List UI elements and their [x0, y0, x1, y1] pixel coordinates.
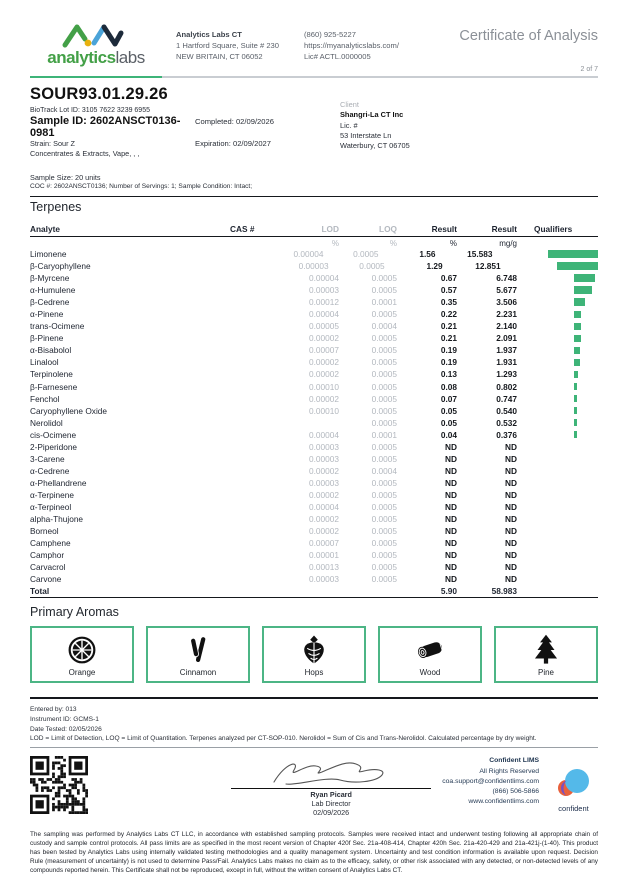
analyte-cell: Terpinolene — [30, 369, 73, 380]
result-pct-cell: ND — [445, 562, 457, 573]
table-row — [30, 501, 598, 513]
loq-cell: 0.0005 — [371, 417, 397, 428]
loq-cell: 0.0005 — [371, 357, 397, 368]
aroma-card-cinnamon — [146, 626, 250, 683]
document-title: Certificate of Analysis — [459, 28, 598, 44]
legal-disclaimer: The sampling was performed by Analytics Labs CT LLC, in accordance with established sampling protocols. Samples were received intact and underwent testing following all appropriate chain of custody and sample control protocols. All pass limits are as specified in the most recent version of Chapter 420f Sec. 21a-408-414, Chapter 420h Sec. 21a-420-429 and 21a-421j-(1-40). This product has been tested by Analytics Labs using internally validated testing methodologies and a quality management system. Uncertainty and test condition information is available upon request. Decision Rule (measurement of uncertainty) is not used to determine Pass/Fail. Analytics Labs makes no claim as to the efficacy, safety, or other risk associated with any detected, or non-detected levels of any compounds reported herein. This Certificate shall not be reproduced, except in full, without the written consent of Analytics Labs CT. — [30, 831, 598, 874]
lims-phone: (866) 506-5866 — [492, 787, 540, 795]
bar-cell — [563, 335, 598, 343]
table-row — [30, 332, 598, 344]
loq-cell: 0.0001 — [371, 429, 397, 440]
completed-date: Completed: 02/09/2026 — [195, 117, 274, 126]
coc-line: COC #: 2602ANSCT0136; Number of Servings: 1; Sample Condition: Intact; — [30, 183, 253, 190]
product-type: Concentrates & Extracts, Vape, , , — [30, 149, 140, 158]
signature-block — [30, 756, 598, 817]
biotrack-lot-id: BioTrack Lot ID: 3105 7622 3239 6955 — [30, 107, 150, 114]
result-bar — [548, 250, 598, 258]
result-bar — [574, 335, 581, 343]
entered-by: Entered by: 013 — [30, 705, 77, 713]
table-header-row — [30, 224, 598, 237]
loq-cell: 0.0005 — [371, 369, 397, 380]
analyte-cell: Camphor — [30, 550, 65, 561]
terpenes-table-body — [30, 248, 598, 585]
bar-cell — [563, 298, 598, 306]
col-cas: CAS # — [230, 224, 255, 234]
lod-cell: 0.00002 — [309, 489, 339, 500]
lod-cell: 0.00004 — [309, 309, 339, 320]
result-pct-cell: ND — [445, 489, 457, 500]
result-bar — [574, 383, 577, 391]
analyte-cell: β-Cedrene — [30, 297, 70, 308]
loq-cell: 0.0005 — [359, 261, 385, 272]
result-bar — [574, 431, 577, 439]
result-bar — [574, 359, 580, 367]
table-row — [30, 284, 598, 296]
result-pct-cell: 0.05 — [440, 417, 457, 428]
lod-cell: 0.00013 — [309, 562, 339, 573]
analyte-cell: α-Phellandrene — [30, 477, 87, 488]
analyte-cell: Fenchol — [30, 393, 60, 404]
aromas-section-title: Primary Aromas — [30, 605, 119, 620]
loq-cell: 0.0005 — [353, 249, 379, 260]
lab-logo — [30, 22, 162, 66]
unit-result-pct: % — [449, 239, 457, 248]
result-pct-cell: ND — [445, 574, 457, 585]
aroma-label: Orange — [68, 668, 96, 678]
sample-info-section — [30, 78, 598, 190]
primary-aromas-section — [30, 602, 598, 683]
loq-cell: 0.0005 — [371, 333, 397, 344]
result-mg-cell: 3.506 — [496, 297, 517, 308]
bar-cell — [563, 311, 598, 319]
table-row — [30, 477, 598, 489]
bar-cell — [563, 274, 598, 282]
aroma-card-hops — [262, 626, 366, 683]
result-mg-cell: ND — [505, 453, 517, 464]
loq-cell: 0.0005 — [371, 489, 397, 500]
lab-website-link[interactable]: https://myanalyticslabs.com/ — [304, 41, 399, 50]
result-pct-cell: ND — [445, 550, 457, 561]
result-mg-cell: 0.747 — [496, 393, 517, 404]
result-pct-cell: ND — [445, 502, 457, 512]
analyte-cell: Carvone — [30, 574, 62, 585]
result-mg-cell: 2.231 — [496, 309, 517, 320]
result-mg-cell: ND — [505, 465, 517, 476]
loq-cell: 0.0005 — [371, 381, 397, 392]
result-pct-cell: 0.05 — [440, 405, 457, 416]
bar-cell — [563, 395, 598, 403]
result-bar — [574, 371, 578, 379]
table-row — [30, 296, 598, 308]
loq-cell: 0.0005 — [371, 502, 397, 512]
result-mg-cell: ND — [505, 526, 517, 537]
bar-cell — [563, 383, 598, 391]
footer-meta — [30, 705, 598, 745]
lod-cell: 0.00007 — [309, 538, 339, 549]
bar-cell — [563, 359, 598, 367]
loq-cell: 0.0001 — [371, 297, 397, 308]
result-mg-cell: 1.293 — [496, 369, 517, 380]
bar-cell — [546, 262, 598, 270]
loq-cell: 0.0005 — [371, 441, 397, 452]
table-row — [30, 573, 598, 585]
lab-address-line2: NEW BRITAIN, CT 06052 — [176, 52, 263, 61]
result-pct-cell: ND — [445, 453, 457, 464]
table-row — [30, 248, 598, 260]
analyte-cell: Nerolidol — [30, 417, 63, 428]
result-mg-cell: 2.140 — [496, 321, 517, 332]
result-pct-cell: 0.21 — [440, 321, 457, 332]
hops-icon — [297, 628, 331, 668]
result-mg-cell: 0.532 — [496, 417, 517, 428]
loq-cell: 0.0005 — [371, 574, 397, 585]
result-mg-cell: ND — [505, 514, 517, 525]
table-row — [30, 525, 598, 537]
analyte-cell: Camphene — [30, 538, 71, 549]
aroma-card-orange — [30, 626, 134, 683]
analyte-cell: Caryophyllene Oxide — [30, 405, 108, 416]
analyte-cell: Carvacrol — [30, 562, 66, 573]
lod-cell: 0.00004 — [309, 502, 339, 512]
signature-date: 02/09/2026 — [313, 808, 350, 818]
table-row — [30, 489, 598, 501]
unit-result-mg: mg/g — [499, 239, 517, 248]
analyte-cell: α-Terpinene — [30, 489, 74, 500]
orange-icon — [65, 628, 99, 668]
lod-cell: 0.00005 — [309, 321, 339, 332]
result-pct-cell: 1.29 — [426, 261, 443, 272]
col-analyte: Analyte — [30, 224, 60, 234]
result-pct-cell: ND — [445, 514, 457, 525]
lod-cell: 0.00003 — [309, 477, 339, 488]
lod-cell: 0.00003 — [309, 285, 339, 296]
result-pct-cell: 0.04 — [440, 429, 457, 440]
result-pct-cell: 0.21 — [440, 333, 457, 344]
lod-cell: 0.00002 — [309, 465, 339, 476]
result-mg-cell: ND — [505, 477, 517, 488]
lod-cell: 0.00002 — [309, 514, 339, 525]
table-row — [30, 549, 598, 561]
lab-phone: (860) 925-5227 — [304, 30, 356, 39]
lod-cell: 0.00002 — [309, 333, 339, 344]
lod-cell: 0.00010 — [309, 405, 339, 416]
bar-cell — [563, 286, 598, 294]
lod-cell: 0.00003 — [298, 261, 329, 272]
bar-cell — [563, 347, 598, 355]
lims-email-link[interactable]: coa.support@confidentlims.com — [442, 777, 540, 785]
col-result-mg: Result — [491, 224, 517, 234]
result-pct-cell: 0.08 — [440, 381, 457, 392]
loq-cell: 0.0005 — [371, 526, 397, 537]
table-row — [30, 272, 598, 284]
confident-logo — [549, 756, 598, 817]
loq-cell: 0.0005 — [371, 285, 397, 296]
result-pct-cell: 0.67 — [440, 273, 457, 284]
lod-cell: 0.00004 — [309, 429, 339, 440]
result-mg-cell: 0.376 — [496, 429, 517, 440]
loq-cell: 0.0005 — [371, 309, 397, 320]
aroma-card-pine — [494, 626, 598, 683]
brand-secondary: labs — [115, 48, 145, 67]
result-mg-cell: 0.802 — [496, 381, 517, 392]
sample-size: Sample Size: 20 units — [30, 173, 101, 182]
lod-cell: 0.00003 — [309, 453, 339, 464]
analyte-cell: trans-Ocimene — [30, 321, 85, 332]
result-mg-cell: ND — [505, 502, 517, 512]
pine-icon — [529, 628, 563, 668]
result-mg-cell: 1.937 — [496, 345, 517, 356]
result-pct-cell: 0.13 — [440, 369, 457, 380]
bar-cell — [563, 371, 598, 379]
result-pct-cell: 0.22 — [440, 309, 457, 320]
result-pct-cell: ND — [445, 538, 457, 549]
signer-title: Lab Director — [311, 799, 351, 809]
result-mg-cell: 6.748 — [496, 273, 517, 284]
client-address-line2: Waterbury, CT 06705 — [340, 141, 410, 151]
analyte-cell: cis-Ocimene — [30, 429, 77, 440]
sample-id: Sample ID: 2602ANSCT0136-0981 — [30, 115, 181, 139]
table-row — [30, 344, 598, 356]
client-license: Lic. # — [340, 120, 358, 130]
analyte-cell: α-Terpineol — [30, 502, 72, 512]
analyte-cell: β-Caryophyllene — [30, 261, 91, 272]
col-loq: LOQ — [379, 224, 397, 234]
result-mg-cell: ND — [505, 489, 517, 500]
total-row — [30, 585, 598, 598]
page-number: 2 of 7 — [580, 66, 598, 73]
footer-divider — [30, 697, 598, 699]
strain: Strain: Sour Z — [30, 139, 76, 148]
confident-logo-icon — [556, 768, 592, 798]
analyte-cell: 2-Piperidone — [30, 441, 78, 452]
result-mg-cell: ND — [505, 538, 517, 549]
result-pct-cell: 0.19 — [440, 345, 457, 356]
aroma-cards — [30, 626, 598, 683]
analyte-cell: Limonene — [30, 249, 67, 260]
result-pct-cell: 1.56 — [419, 249, 436, 260]
lod-cell: 0.00004 — [309, 273, 339, 284]
result-bar — [574, 395, 577, 403]
analytics-labs-logo-icon — [57, 22, 135, 48]
lab-name: Analytics Labs CT — [176, 30, 242, 39]
analyte-cell: α-Bisabolol — [30, 345, 72, 356]
lod-cell: 0.00012 — [309, 297, 339, 308]
col-qualifiers: Qualifiers — [534, 224, 573, 234]
client-block — [340, 100, 410, 152]
total-result-pct: 5.90 — [440, 586, 457, 597]
analyte-cell: α-Humulene — [30, 285, 76, 296]
analyte-cell: α-Pinene — [30, 309, 64, 320]
expiration-date: Expiration: 02/09/2027 — [195, 139, 271, 148]
table-row — [30, 260, 598, 272]
table-row — [30, 320, 598, 332]
table-row — [30, 393, 598, 405]
lod-cell: 0.00002 — [309, 526, 339, 537]
result-pct-cell: ND — [445, 526, 457, 537]
loq-cell: 0.0005 — [371, 393, 397, 404]
lab-address-block — [176, 22, 296, 62]
result-mg-cell: 15.583 — [467, 249, 493, 260]
table-row — [30, 561, 598, 573]
loq-cell: 0.0004 — [371, 465, 397, 476]
loq-cell: 0.0005 — [371, 273, 397, 284]
lod-cell: 0.00001 — [309, 550, 339, 561]
result-mg-cell: 12.851 — [475, 261, 501, 272]
analyte-cell: 3-Carene — [30, 453, 65, 464]
client-address-line1: 53 Interstate Ln — [340, 131, 392, 141]
loq-cell: 0.0005 — [371, 562, 397, 573]
lod-cell: 0.00004 — [293, 249, 324, 260]
lab-license: Lic# ACTL.0000005 — [304, 52, 371, 61]
lod-cell: 0.00003 — [309, 441, 339, 452]
date-tested: Date Tested: 02/05/2026 — [30, 725, 102, 733]
table-row — [30, 405, 598, 417]
result-pct-cell: 0.35 — [440, 297, 457, 308]
analyte-cell: β-Pinene — [30, 333, 64, 344]
result-mg-cell: ND — [505, 574, 517, 585]
lod-cell: 0.00003 — [309, 574, 339, 585]
lod-cell: 0.00010 — [309, 381, 339, 392]
result-bar — [574, 311, 581, 319]
loq-cell: 0.0005 — [371, 453, 397, 464]
bar-cell — [563, 407, 598, 415]
brand-wordmark — [30, 49, 162, 66]
brand-primary: analytics — [47, 48, 116, 67]
sample-title: SOUR93.01.29.26 — [30, 85, 168, 103]
lod-cell: 0.00002 — [309, 393, 339, 404]
lims-name: Confident LIMS — [489, 757, 540, 765]
analyte-cell: Borneol — [30, 526, 59, 537]
table-row — [30, 465, 598, 477]
result-pct-cell: 0.19 — [440, 357, 457, 368]
client-name: Shangri-La CT Inc — [340, 110, 404, 120]
result-pct-cell: ND — [445, 465, 457, 476]
result-bar — [574, 286, 592, 294]
cinnamon-icon — [181, 628, 215, 668]
signature-icon — [256, 756, 406, 790]
col-result-pct: Result — [431, 224, 457, 234]
loq-cell: 0.0005 — [371, 514, 397, 525]
signer-name: Ryan Picard — [310, 790, 352, 800]
table-row — [30, 441, 598, 453]
client-label: Client — [340, 100, 359, 109]
document-meta — [459, 22, 598, 73]
col-lod: LOD — [321, 224, 339, 234]
loq-cell: 0.0005 — [371, 538, 397, 549]
lab-address-line1: 1 Hartford Square, Suite # 230 — [176, 41, 280, 50]
result-pct-cell: 0.07 — [440, 393, 457, 404]
terpenes-section-title: Terpenes — [30, 200, 82, 214]
bar-cell — [563, 431, 598, 439]
table-row — [30, 308, 598, 320]
loq-cell: 0.0005 — [371, 550, 397, 561]
table-row — [30, 417, 598, 429]
table-row — [30, 381, 598, 393]
loq-cell: 0.0004 — [371, 321, 397, 332]
lod-note: LOD = Limit of Detection, LOQ = Limit of Quantitation. Terpenes analyzed per CT-SOP-010. Nerolidol = Sum of Cis and Trans-Nerolidol. Calculated percentage by dry weight. — [30, 735, 537, 743]
lod-cell: 0.00002 — [309, 357, 339, 368]
meta-divider — [30, 747, 598, 748]
analyte-cell: β-Farnesene — [30, 381, 78, 392]
analyte-cell: Linalool — [30, 357, 59, 368]
result-pct-cell: 0.57 — [440, 285, 457, 296]
total-result-mg: 58.983 — [491, 586, 517, 597]
lims-website-link[interactable]: www.confidentlims.com — [468, 798, 540, 806]
result-bar — [574, 323, 581, 331]
header — [30, 22, 598, 73]
result-bar — [574, 419, 577, 427]
lod-cell: 0.00002 — [309, 369, 339, 380]
table-row — [30, 429, 598, 441]
table-row — [30, 368, 598, 380]
table-units-row — [30, 239, 598, 248]
aroma-label: Cinnamon — [179, 668, 217, 678]
result-bar — [557, 262, 598, 270]
result-pct-cell: ND — [445, 477, 457, 488]
aroma-label: Hops — [304, 668, 324, 678]
result-bar — [574, 407, 577, 415]
bar-cell — [537, 250, 598, 258]
result-pct-cell: ND — [445, 441, 457, 452]
unit-loq: % — [389, 239, 397, 248]
total-label: Total — [30, 586, 50, 597]
confident-brand-text: confident — [558, 804, 589, 814]
loq-cell: 0.0005 — [371, 405, 397, 416]
wood-icon — [412, 628, 448, 668]
loq-cell: 0.0005 — [371, 345, 397, 356]
qr-code — [30, 756, 88, 814]
result-mg-cell: 5.677 — [496, 285, 517, 296]
result-mg-cell: ND — [505, 441, 517, 452]
loq-cell: 0.0005 — [371, 477, 397, 488]
result-bar — [574, 274, 595, 282]
result-bar — [574, 298, 585, 306]
lims-rights: All Rights Reserved — [479, 767, 540, 775]
result-mg-cell: ND — [505, 550, 517, 561]
aroma-card-wood — [378, 626, 482, 683]
unit-lod: % — [331, 239, 339, 248]
result-bar — [574, 347, 580, 355]
result-mg-cell: ND — [505, 562, 517, 573]
bar-cell — [563, 419, 598, 427]
aroma-label: Wood — [419, 668, 441, 678]
table-row — [30, 453, 598, 465]
lims-info — [442, 756, 539, 817]
table-row — [30, 513, 598, 525]
signature-line — [231, 788, 431, 789]
lod-cell: 0.00007 — [309, 345, 339, 356]
analyte-cell: alpha-Thujone — [30, 514, 84, 525]
result-mg-cell: 2.091 — [496, 333, 517, 344]
analyte-cell: α-Cedrene — [30, 465, 70, 476]
table-row — [30, 537, 598, 549]
table-row — [30, 356, 598, 368]
analyte-cell: β-Myrcene — [30, 273, 70, 284]
result-mg-cell: 1.931 — [496, 357, 517, 368]
lab-contact-block — [304, 22, 434, 62]
instrument-id: Instrument ID: GCMS-1 — [30, 715, 99, 723]
result-mg-cell: 0.540 — [496, 405, 517, 416]
aroma-label: Pine — [537, 668, 554, 678]
terpenes-section — [30, 196, 598, 598]
bar-cell — [563, 323, 598, 331]
